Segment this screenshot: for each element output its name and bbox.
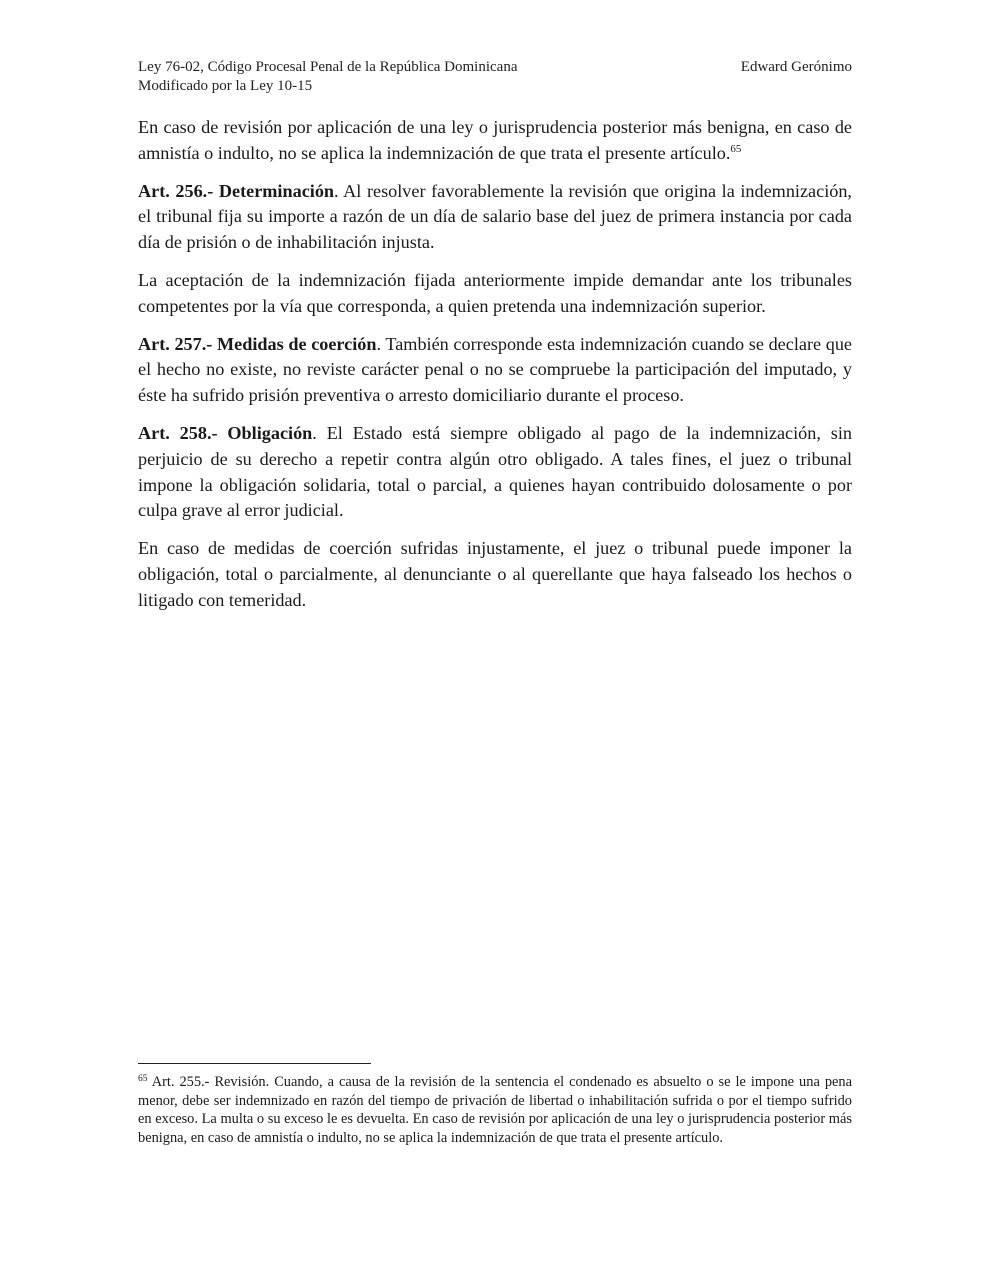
page-header: [138, 58, 852, 96]
header-author: Edward Gerónimo: [740, 59, 852, 75]
article-heading: Art. 257.- Medidas de coerción: [138, 333, 377, 354]
article-heading: Art. 256.- Determinación: [138, 180, 335, 201]
document-body: [138, 115, 852, 626]
article-256: [138, 179, 852, 256]
paragraph-revision-note: [138, 115, 852, 167]
footnote-number: 65: [138, 1074, 148, 1084]
article-text: . El Estado está siempre obligado al pago de la indemnización, sin perjuicio de su derecho a repetir contra algún otro obligado. A tales fines, el juez o tribunal impone la obligación solidaria, total o parcial, a quienes hayan contribuido dolosamente o por culpa grave al error judicial.: [138, 422, 852, 521]
header-subtitle: Modificado por la Ley 10-15: [138, 78, 313, 94]
paragraph-text: La aceptación de la indemnización fijada anteriormente impide demandar ante los tribunales competentes por la vía que corresponda, a quien pretenda una indemnización superior.: [138, 269, 852, 316]
header-row: [138, 58, 852, 77]
paragraph-coercion: [138, 536, 852, 613]
article-text: . También corresponde esta indemnización cuando se declare que el hecho no existe, no reviste carácter penal o no se compruebe la participación del imputado, y éste ha sufrido prisión preventiva o arresto domiciliario durante el proceso.: [138, 333, 852, 406]
article-258: [138, 421, 852, 524]
footnote-text: Art. 255.- Revisión. Cuando, a causa de la revisión de la sentencia el condenado es absuelto o se le impone una pena menor, debe ser indemnizado en razón del tiempo de privación de libertad o inhabilitación sufrida o por el tiempo sufrido en exceso. La multa o su exceso le es devuelta. En caso de revisión por aplicación de una ley o jurisprudencia posterior más benigna, en caso de amnistía o indulto, no se aplica la indemnización de que trata el presente artículo.: [138, 1074, 852, 1147]
header-title: Ley 76-02, Código Procesal Penal de la República Dominicana: [138, 59, 518, 75]
article-257: [138, 332, 852, 409]
paragraph-text: En caso de medidas de coerción sufridas injustamente, el juez o tribunal puede imponer la obligación, total o parcialmente, al denunciante o al querellante que haya falseado los hechos o litigado con temeridad.: [138, 538, 852, 610]
article-text: . Al resolver favorablemente la revisión que origina la indemnización, el tribunal fija su importe a razón de un día de salario base del juez de primera instancia por cada día de prisión o de inhabilitación injusta.: [138, 180, 852, 253]
article-heading: Art. 258.- Obligación: [138, 422, 313, 443]
footnote-separator: [138, 1063, 371, 1064]
footnote: [138, 1073, 852, 1148]
paragraph-text: En caso de revisión por aplicación de una ley o jurisprudencia posterior más benigna, en caso de amnistía o indulto, no se aplica la indemnización de que trata el presente artículo.: [138, 117, 852, 163]
paragraph-acceptance: [138, 268, 852, 320]
footnote-reference[interactable]: 65: [730, 142, 742, 155]
